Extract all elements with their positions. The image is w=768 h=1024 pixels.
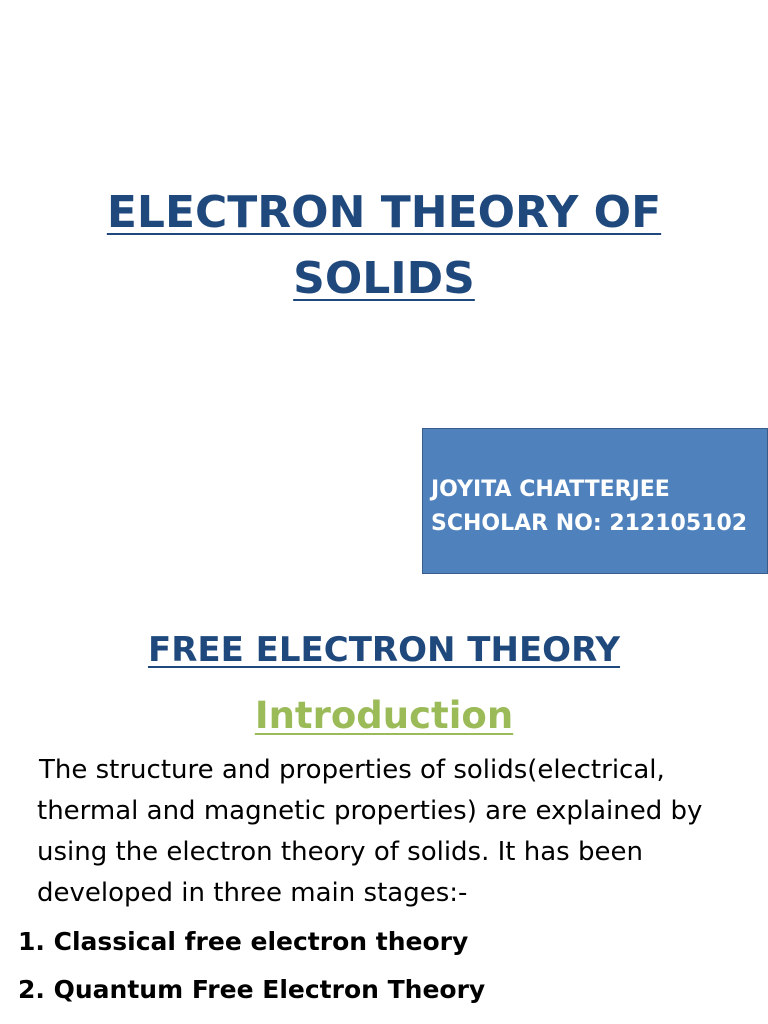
slide-title — [0, 180, 768, 312]
author-name: JOYITA CHATTERJEE — [431, 477, 670, 502]
author-box — [422, 428, 768, 574]
paragraph-line: using the electron theory of solids. It has been — [37, 837, 643, 867]
subsection-heading: Introduction — [254, 694, 514, 737]
paragraph-line: developed in three main stages:- — [37, 878, 468, 908]
stage-item: 2. Quantum Free Electron Theory — [18, 975, 486, 1004]
section-heading: FREE ELECTRON THEORY — [147, 630, 621, 670]
slide-title-line-1: ELECTRON THEORY OF — [106, 187, 662, 238]
paragraph-line: thermal and magnetic properties) are explained by — [37, 796, 703, 826]
stages-list — [18, 918, 485, 1014]
stage-item: 1. Classical free electron theory — [18, 927, 469, 956]
scholar-number: SCHOLAR NO: 212105102 — [431, 511, 748, 536]
intro-paragraph — [37, 750, 757, 914]
slide-title-line-2: SOLIDS — [293, 253, 475, 304]
paragraph-line: The structure and properties of solids(electrical, — [39, 755, 665, 785]
